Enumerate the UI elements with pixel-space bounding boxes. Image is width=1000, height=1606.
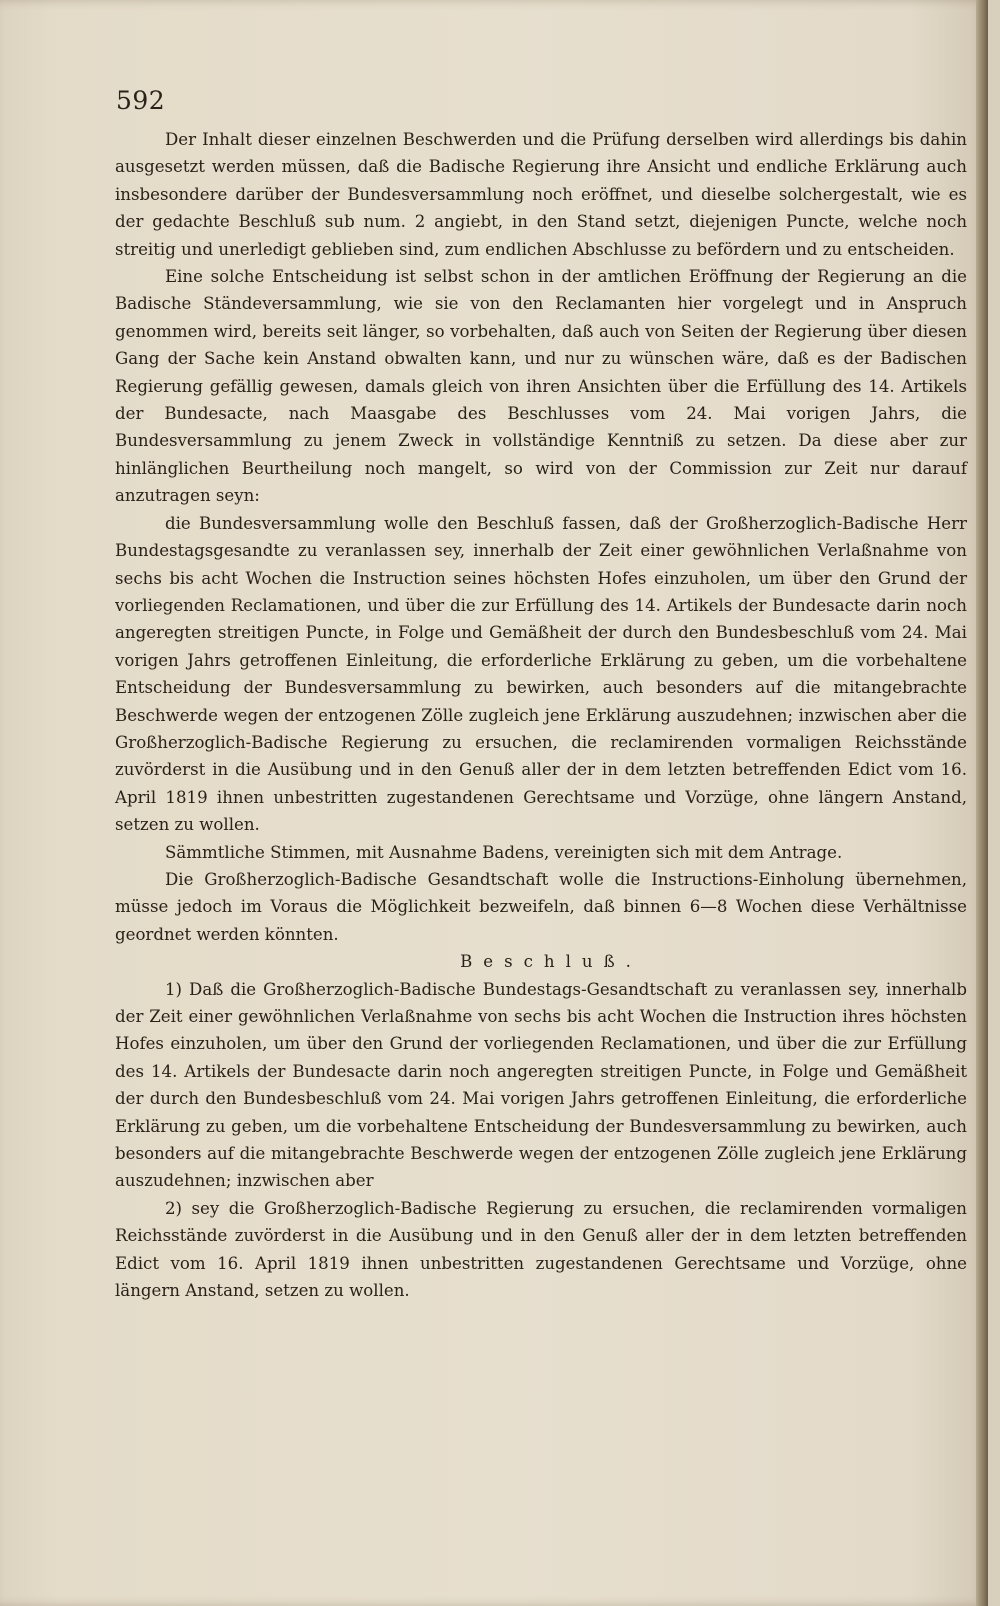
paragraph-motion: die Bundesversammlung wolle den Beschluß fassen, daß der Großherzoglich-Badische Herr Bundestagsgesandte zu veranlassen sey, innerhalb der Zeit einer gewöhnlichen Verlaßnahme von sechs bis acht Wochen die Instruction seines höchsten Hofes einzuholen, um über den Grund der vorliegenden Reclamationen, und über die zur Erfüllung des 14. Artikels der Bundesacte darin noch angeregten streitigen Puncte, in Folge und Gemäßheit der durch den Bundesbeschluß vom 24. Mai vorigen Jahrs getroffenen Einleitung, die erforderliche Erklärung zu geben, um die vorbehaltene Entscheidung der Bundesversammlung zu bewirken, auch besonders auf die mitangebrachte Beschwerde wegen der entzogenen Zölle zugleich jene Erklärung auszudehnen; inzwischen aber die Großherzoglich-Badische Regierung zu ersuchen, die reclamirenden vormaligen Reichsstände zuvörderst in die Ausübung und in den Genuß aller der in dem letzten betreffenden Edict vom 16. April 1819 ihnen unbestritten zugestandenen Gerechtsame und Vorzüge, ohne längern Anstand, setzen zu wollen.	[115, 513, 967, 835]
paragraph-2: Eine solche Entscheidung ist selbst schon in der amtlichen Eröffnung der Regierung an die Badische Ständeversammlung, wie sie von den Reclamanten hier vorgelegt und in Anspruch genommen wird, bereits seit länger, so vorbehalten, daß auch von Seiten der Regierung über diesen Gang der Sache kein Anstand obwalten kann, und nur zu wünschen wäre, daß es der Badischen Regierung gefällig gewesen, damals gleich von ihren Ansichten über die Erfüllung des 14. Artikels der Bundesacte, nach Maasgabe des Beschlusses vom 24. Mai vorigen Jahrs, die Bundesversammlung zu jenem Zweck in vollständige Kenntniß zu setzen. Da diese aber zur hinlänglichen Beurtheilung noch mangelt, so wird von der Commission zur Zeit nur darauf anzutragen seyn:	[115, 267, 967, 506]
paragraph-vote: Sämmtliche Stimmen, mit Ausnahme Badens, vereinigten sich mit dem Antrage.	[165, 842, 843, 862]
resolution-item-2: 2) sey die Großherzoglich-Badische Regierung zu ersuchen, die reclamirenden vormaligen Reichsstände zuvörderst in die Ausübung und in den Genuß aller der in dem letzten betreffenden Edict vom 16. April 1819 ihnen unbestritten zugestandenen Gerechtsame und Vorzüge, ohne längern Anstand, setzen zu wollen.	[115, 1198, 967, 1301]
paragraph-baden-declaration: Die Großherzoglich-Badische Gesandtschaft wolle die Instructions-Einholung übernehmen, müsse jedoch im Voraus die Möglichkeit bezweifeln, daß binnen 6—8 Wochen diese Verhältnisse geordnet werden könnten.	[115, 869, 967, 944]
resolution-heading: Beschluß.	[460, 952, 642, 972]
page-edge-shadow	[976, 0, 988, 1606]
resolution-item-1: 1) Daß die Großherzoglich-Badische Bundestags-Gesandtschaft zu veranlassen sey, innerhalb der Zeit einer gewöhnlichen Verlaßnahme von sechs bis acht Wochen die Instruction ihres höchsten Hofes einzuholen, um über den Grund der vorliegenden Reclamationen, und über die zur Erfüllung des 14. Artikels der Bundesacte darin noch angeregten streitigen Puncte, in Folge und Gemäßheit der durch den Bundesbeschluß vom 24. Mai vorigen Jahrs getroffenen Einleitung, die erforderliche Erklärung zu geben, um die vorbehaltene Entscheidung der Bundesversammlung zu bewirken, auch besonders auf die mitangebrachte Beschwerde wegen der entzogenen Zölle zugleich jene Erklärung auszudehnen; inzwischen aber	[115, 979, 967, 1191]
paragraph-1: Der Inhalt dieser einzelnen Beschwerden und die Prüfung derselben wird allerdings bis dahin ausgesetzt werden müssen, daß die Badische Regierung ihre Ansicht und endliche Erklärung auch insbesondere darüber der Bundesversammlung noch eröffnet, und dieselbe solchergestalt, wie es der gedachte Beschluß sub num. 2 angiebt, in den Stand setzt, diejenigen Puncte, welche noch streitig und unerledigt geblieben sind, zum endlichen Abschlusse zu befördern und zu entscheiden.	[115, 130, 967, 259]
page-number: 592	[116, 86, 166, 115]
body-text	[115, 126, 967, 1304]
